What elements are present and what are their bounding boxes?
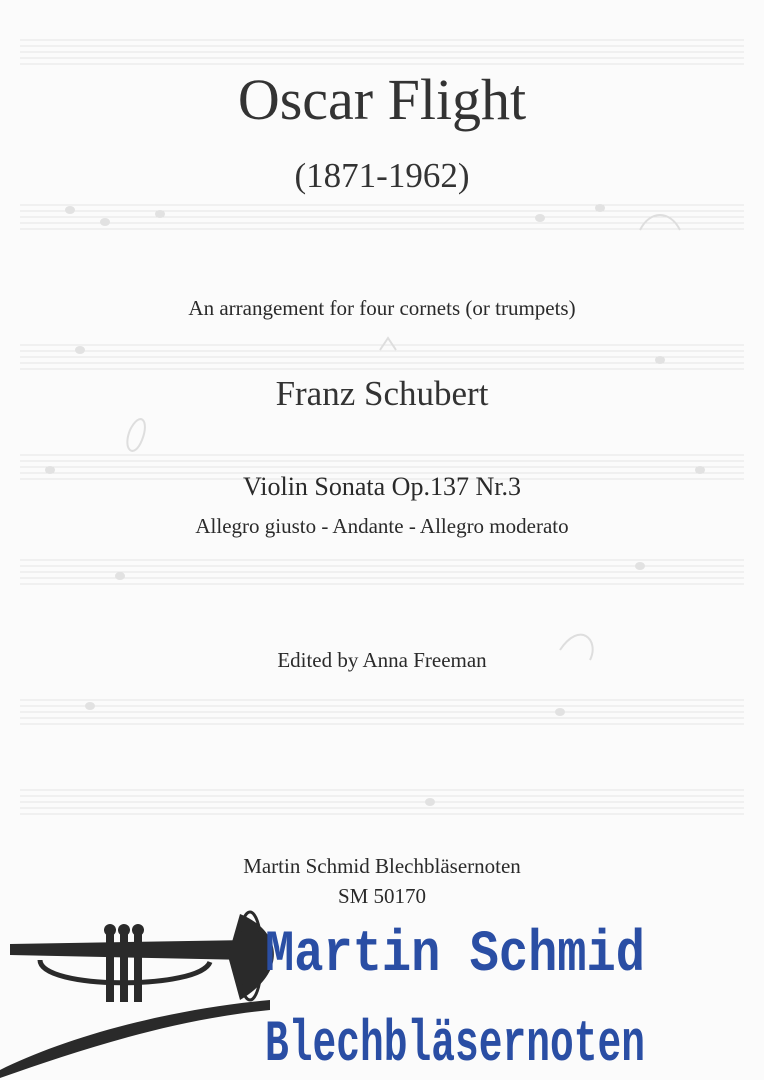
composer-dates: (1871-1962)	[294, 156, 470, 195]
logo-line-2: Blechbläsernoten	[265, 1013, 645, 1078]
arrangement-description: An arrangement for four cornets (or trumpets)	[188, 296, 576, 320]
logo-line-1: Martin Schmid	[265, 923, 645, 988]
movements-list: Allegro giusto - Andante - Allegro moderato	[195, 514, 569, 538]
original-composer: Franz Schubert	[275, 374, 489, 413]
publisher-logo	[0, 900, 764, 1080]
editor-credit: Edited by Anna Freeman	[277, 648, 487, 672]
trumpet-icon	[0, 912, 274, 1078]
publisher-name: Martin Schmid Blechbläsernoten	[243, 854, 521, 878]
catalog-number: SM 50170	[337, 884, 427, 908]
work-title: Violin Sonata Op.137 Nr.3	[243, 472, 521, 501]
composer-name: Oscar Flight	[237, 67, 527, 132]
